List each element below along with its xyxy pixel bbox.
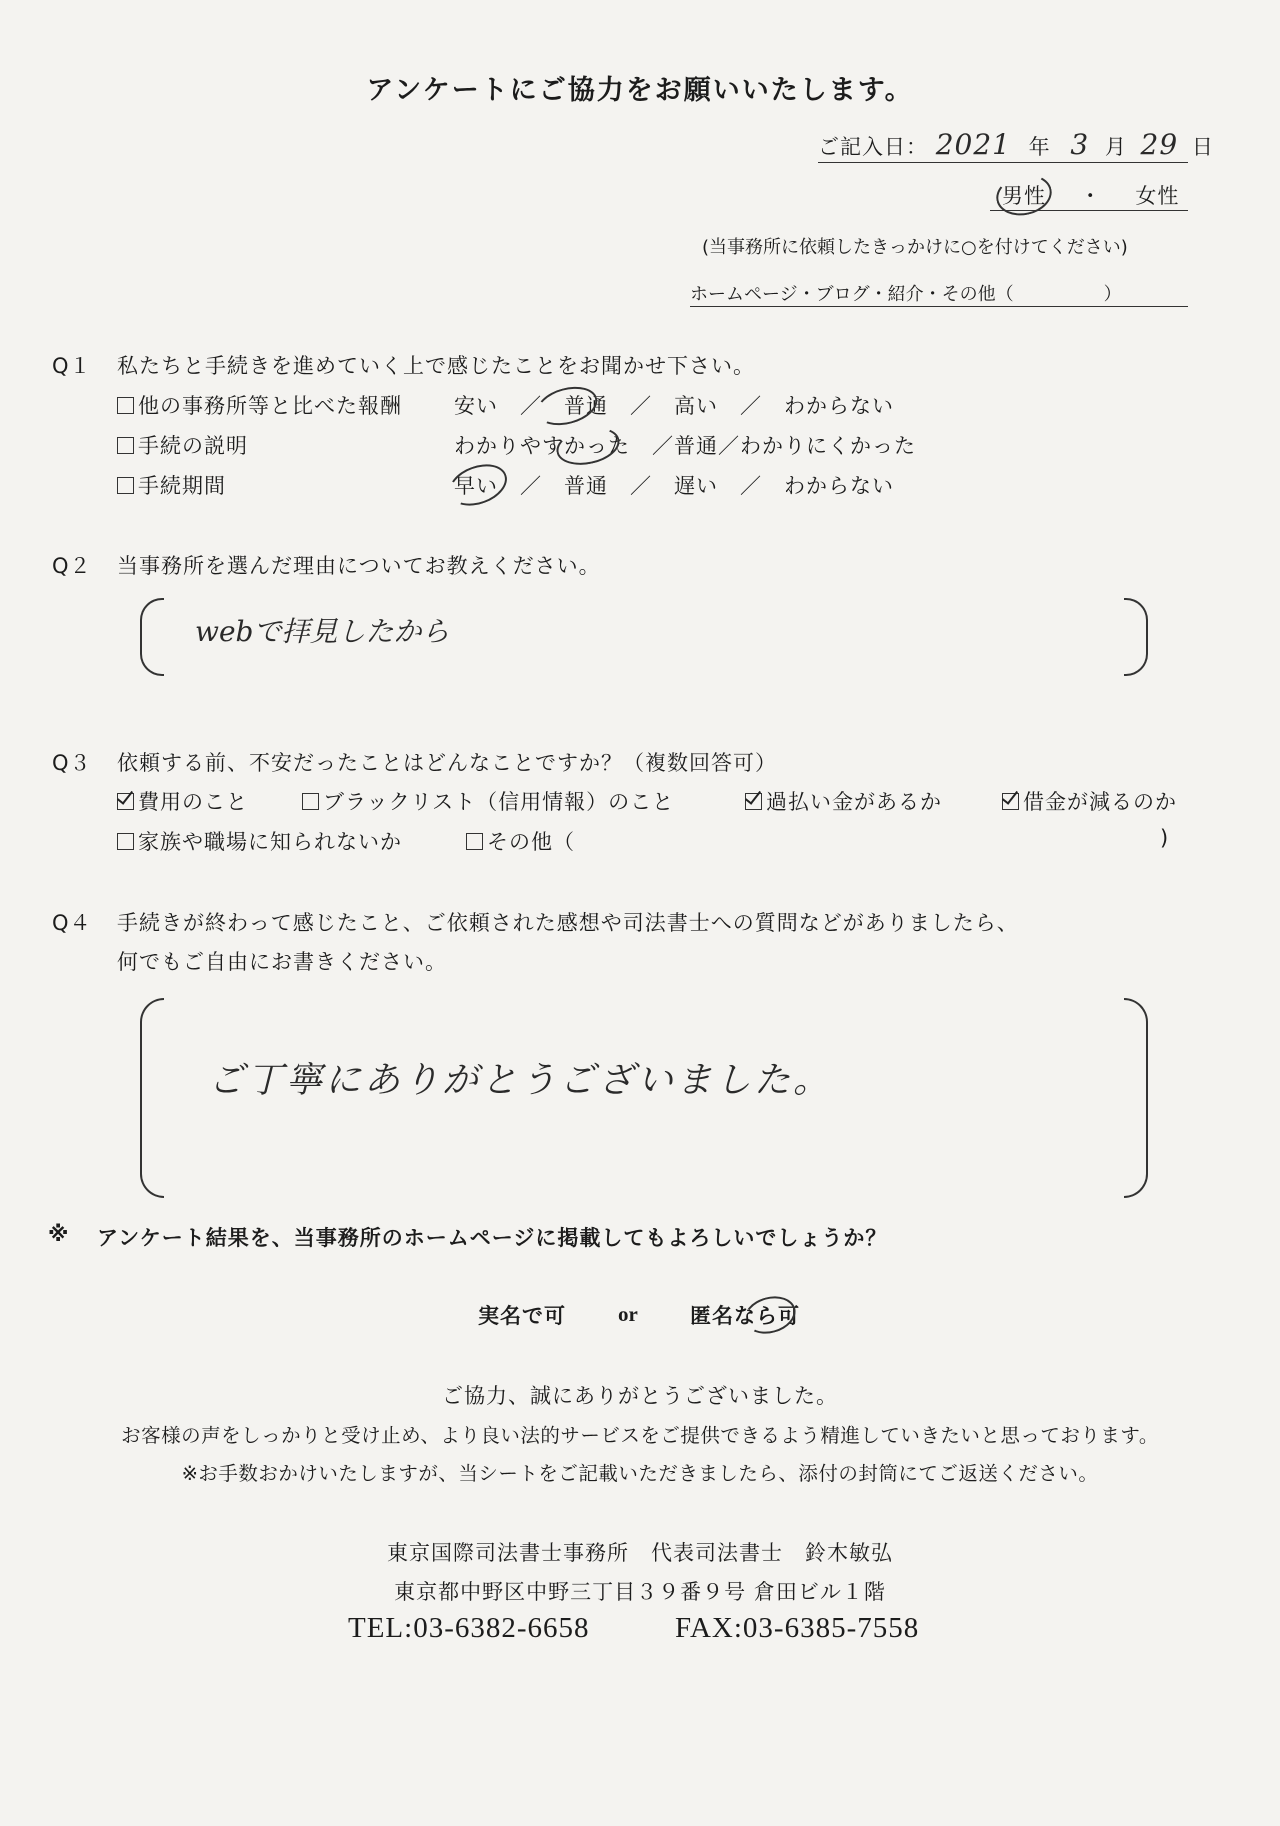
q4-answer: ご丁寧にありがとうございました。 (208, 1060, 833, 1101)
q1-number: Q１ (52, 354, 92, 378)
q3-family-checkbox[interactable] (117, 833, 134, 850)
date-month: 3 (1070, 128, 1090, 161)
q3-cost-checkbox[interactable] (117, 793, 134, 810)
referral-options: ホームページ・ブログ・紹介・その他（ ） (690, 280, 1188, 307)
office-fax: FAX:03-6385-7558 (675, 1612, 920, 1644)
q3-family-label: 家族や職場に知られないか (138, 830, 402, 854)
q3-option-blacklist[interactable] (302, 786, 674, 816)
q4-bracket-right (1124, 998, 1148, 1198)
date-month-unit: 月 (1104, 135, 1127, 159)
q1-fee-selection-circle (532, 381, 601, 432)
q4-number: Q４ (52, 911, 92, 935)
q3-overpayment-label: 過払い金があるか (766, 790, 942, 814)
q1-explanation-options: わかりやすかった ／普通／わかりにくかった (454, 434, 916, 458)
q3-option-other[interactable] (466, 826, 575, 856)
q2-answer: webで拝見したから (195, 615, 450, 648)
q3-overpayment-checkbox[interactable] (745, 793, 762, 810)
q1-period-checkbox[interactable] (117, 477, 134, 494)
q3-option-overpayment[interactable] (745, 786, 942, 816)
referral-instruction: (当事務所に依頼したきっかけに○を付けてください) (702, 237, 1128, 258)
q1-explanation-checkbox[interactable] (117, 437, 134, 454)
q3-debt-checkbox[interactable] (1002, 793, 1019, 810)
gender-female: 女性 (1135, 184, 1180, 208)
q4-bracket-left (140, 998, 164, 1198)
thanks-line2: お客様の声をしっかりと受け止め、より良い法的サービスをご提供できるよう精進していきたいと思っております。 (121, 1424, 1159, 1447)
gender-male: 男性 (1002, 180, 1046, 210)
gender-separator: ・ (1079, 184, 1102, 208)
q2-text: 当事務所を選んだ理由についてお教えください。 (117, 554, 601, 578)
q1-row-explanation (117, 430, 248, 460)
publish-anonymous[interactable]: 匿名なら可 (690, 1304, 800, 1328)
q1-text: 私たちと手続きを進めていく上で感じたことをお聞かせ下さい。 (117, 354, 755, 378)
publish-question: アンケート結果を、当事務所のホームページに掲載してもよろしいでしょうか？ (97, 1226, 888, 1250)
q3-other-checkbox[interactable] (466, 833, 483, 850)
q1-period-selection-circle (443, 457, 512, 513)
gender-line (990, 180, 1188, 211)
q1-fee-options: 安い ／ 普通 ／ 高い ／ わからない (454, 394, 894, 418)
page-title: アンケートにご協力をお願いいたします。 (366, 75, 914, 106)
q3-other-close: ) (1160, 826, 1170, 850)
q4-text-line1: 手続きが終わって感じたこと、ご依頼された感想や司法書士への質問などがありましたら、 (117, 911, 1019, 935)
date-year: 2021 (935, 128, 1011, 161)
q1-fee-label: 他の事務所等と比べた報酬 (138, 394, 402, 418)
q4-text-line2: 何でもご自由にお書きください。 (117, 950, 447, 974)
publish-selection-circle (740, 1291, 800, 1339)
q1-fee-checkbox[interactable] (117, 397, 134, 414)
date-year-unit: 年 (1028, 135, 1051, 159)
q1-period-options: 早い ／ 普通 ／ 遅い ／ わからない (454, 474, 894, 498)
q3-blacklist-checkbox[interactable] (302, 793, 319, 810)
office-name: 東京国際司法書士事務所 代表司法書士 鈴木敏弘 (387, 1541, 893, 1565)
q3-option-debt-reduction[interactable] (1002, 786, 1177, 816)
q1-row-period (117, 470, 226, 500)
q3-blacklist-label: ブラックリスト（信用情報）のこと (323, 790, 675, 814)
q1-row-fee (117, 390, 402, 420)
q1-explanation-label: 手続の説明 (138, 434, 248, 458)
date-label: ご記入日： (818, 135, 928, 159)
publish-real-name[interactable]: 実名で可 (478, 1304, 566, 1328)
q1-period-label: 手続期間 (138, 474, 226, 498)
office-tel[interactable]: TEL:03-6382-6658 (348, 1612, 590, 1644)
q3-option-family[interactable] (117, 826, 402, 856)
publish-or: or (618, 1302, 638, 1326)
q3-option-cost[interactable] (117, 786, 248, 816)
office-address: 東京都中野区中野三丁目３９番９号 倉田ビル１階 (394, 1580, 886, 1604)
thanks-line1: ご協力、誠にありがとうございました。 (442, 1384, 838, 1408)
thanks-line3: ※お手数おかけいたしますが、当シートをご記載いただきましたら、添付の封筒にてご返送ください。 (181, 1462, 1099, 1485)
q2-bracket-right (1124, 598, 1148, 676)
q2-bracket-left (140, 598, 164, 676)
publish-mark: ※ (48, 1222, 70, 1246)
q3-cost-label: 費用のこと (138, 790, 248, 814)
q3-number: Q３ (52, 751, 92, 775)
q3-text: 依頼する前、不安だったことはどんなことですか？（複数回答可） (117, 751, 777, 775)
date-day-unit: 日 (1191, 135, 1214, 159)
q2-number: Q２ (52, 554, 92, 578)
date-day: 29 (1140, 128, 1179, 161)
q3-other-label: その他（ (487, 830, 575, 854)
q3-debt-label: 借金が減るのか (1023, 790, 1177, 814)
date-line (818, 128, 1214, 163)
